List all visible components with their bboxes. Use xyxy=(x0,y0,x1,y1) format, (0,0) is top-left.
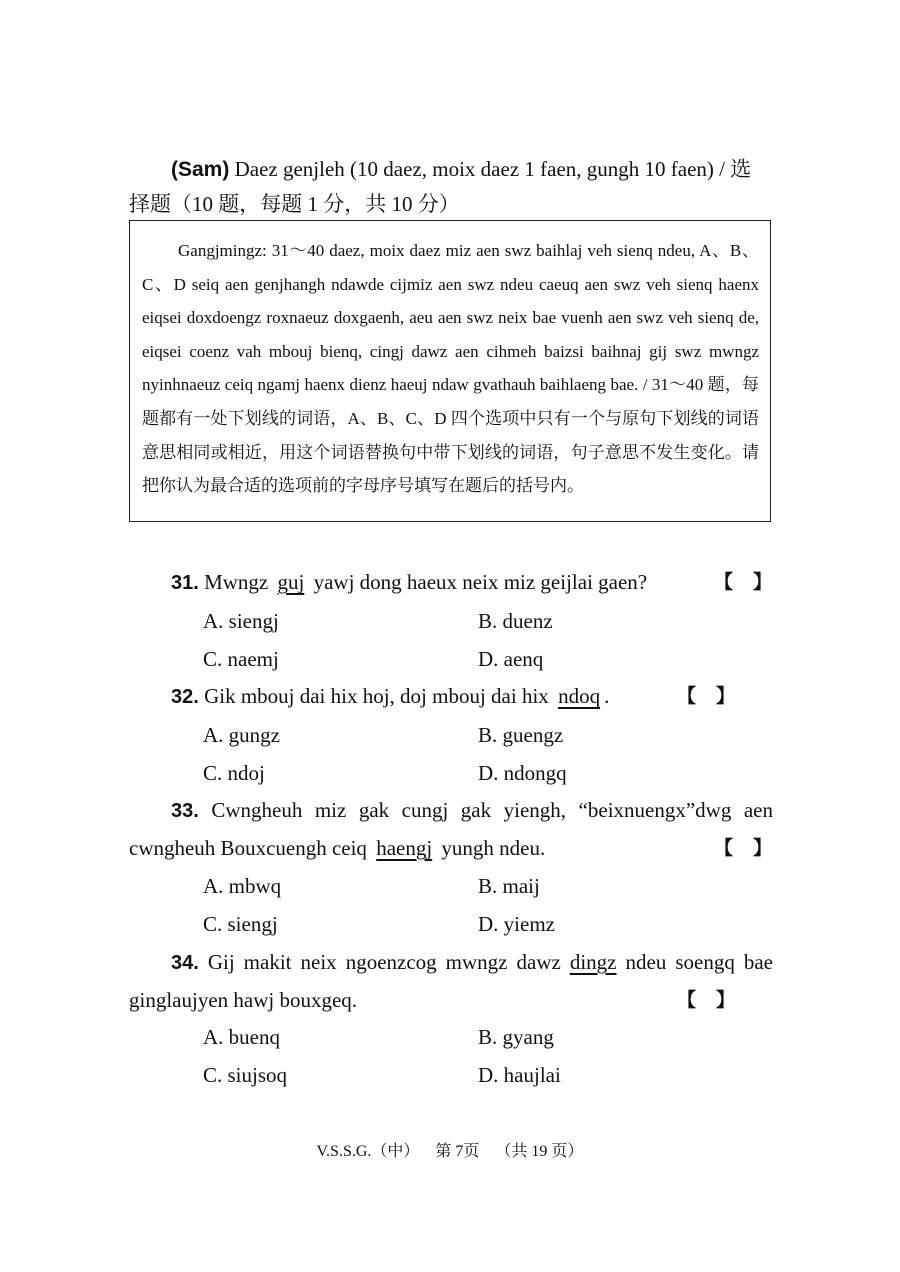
underlined-word: dingz xyxy=(569,950,617,974)
option-b[interactable]: B. gyang xyxy=(478,1025,554,1049)
question-text: Cwngheuh miz gak cungj gak yiengh, “beixnuengx”dwg aen xyxy=(198,798,773,822)
exam-code: V.S.S.G.（中） xyxy=(316,1143,420,1160)
section-title-line1: Daez genjleh (10 daez, moix daez 1 faen, gungh 10 faen) / 选 xyxy=(229,157,752,181)
section-heading xyxy=(129,152,773,221)
option-d[interactable]: D. aenq xyxy=(478,647,544,671)
page-total: （共 19 页） xyxy=(495,1143,584,1160)
question-text: yungh ndeu. xyxy=(436,836,546,860)
option-b[interactable]: B. guengz xyxy=(478,723,564,747)
question-number: 33. xyxy=(171,800,199,822)
option-d[interactable]: D. ndongq xyxy=(478,761,567,785)
option-a[interactable]: A. buenq xyxy=(203,1025,280,1049)
answer-bracket-34[interactable]: 【】 xyxy=(677,989,756,1011)
option-d[interactable]: D. haujlai xyxy=(478,1063,561,1087)
question-text: Gik mbouj dai hix hoj, doj mbouj dai hix xyxy=(198,684,555,708)
instruction-box xyxy=(129,220,771,522)
option-c[interactable]: C. ndoj xyxy=(203,761,265,785)
option-a[interactable]: A. gungz xyxy=(203,723,280,747)
answer-bracket-33[interactable]: 【】 xyxy=(714,837,793,859)
question-33 xyxy=(129,791,773,830)
page-number: 第 7页 xyxy=(435,1143,480,1160)
answer-bracket-31[interactable]: 【】 xyxy=(714,571,793,593)
option-d[interactable]: D. yiemz xyxy=(478,912,555,936)
section-title-line2: 择题（10 题，每题 1 分，共 10 分） xyxy=(129,192,460,216)
option-c[interactable]: C. siengj xyxy=(203,912,278,936)
question-text: . xyxy=(604,684,610,708)
question-number: 32. xyxy=(171,686,199,708)
question-33-line2 xyxy=(129,829,773,867)
question-text: yawj dong haeux neix miz geijlai gaen? xyxy=(308,570,648,594)
question-text: ndeu soengq bae xyxy=(616,950,773,974)
question-31 xyxy=(129,563,773,602)
option-c[interactable]: C. naemj xyxy=(203,647,279,671)
instruction-text: Gangjmingz: 31～40 daez, moix daez miz aen swz baihlaj veh sienq ndeu, A、B、C、D seiq aen genjhangh ndawde cijmiz aen swz ndeu caeuq aen swz veh sienq haenx eiqsei doxdoengz roxnaeuz doxgaenh, aeu aen swz neix bae vuenh aen swz veh sienq de, eiqsei coenz vah mbouj bienq, cingj dawz aen cihmeh baizsi baihnaj gij swz mwngz nyinhnaeuz ceiq ngamj haenx dienz haeuj ndaw gvathauh baihlaeng bae. / 31～40 题，每题都有一处下划线的词语，A、B、C、D 四个选项中只有一个与原句下划线的词语意思相同或相近，用这个词语替换句中带下划线的词语，句子意思不发生变化。请把你认为最合适的选项前的字母序号填写在题后的括号内。 xyxy=(142,241,759,496)
underlined-word: haengj xyxy=(376,836,433,860)
option-a[interactable]: A. siengj xyxy=(203,609,279,633)
option-a[interactable]: A. mbwq xyxy=(203,874,282,898)
question-34 xyxy=(129,943,773,982)
underlined-word: guj xyxy=(277,570,305,594)
section-label: (Sam) xyxy=(171,158,230,181)
option-b[interactable]: B. maij xyxy=(478,874,540,898)
question-number: 34. xyxy=(171,952,199,974)
question-text: cwngheuh Bouxcuengh ceiq xyxy=(129,836,373,860)
question-text: Mwngz xyxy=(198,570,274,594)
answer-bracket-32[interactable]: 【】 xyxy=(677,685,756,707)
question-number: 31. xyxy=(171,572,199,594)
underlined-word: ndoq xyxy=(558,684,601,708)
question-text: ginglaujyen hawj bouxgeq. xyxy=(129,988,358,1012)
option-c[interactable]: C. siujsoq xyxy=(203,1063,288,1087)
page-footer xyxy=(0,1140,900,1164)
option-b[interactable]: B. duenz xyxy=(478,609,553,633)
question-text: Gij makit neix ngoenzcog mwngz dawz xyxy=(198,950,570,974)
